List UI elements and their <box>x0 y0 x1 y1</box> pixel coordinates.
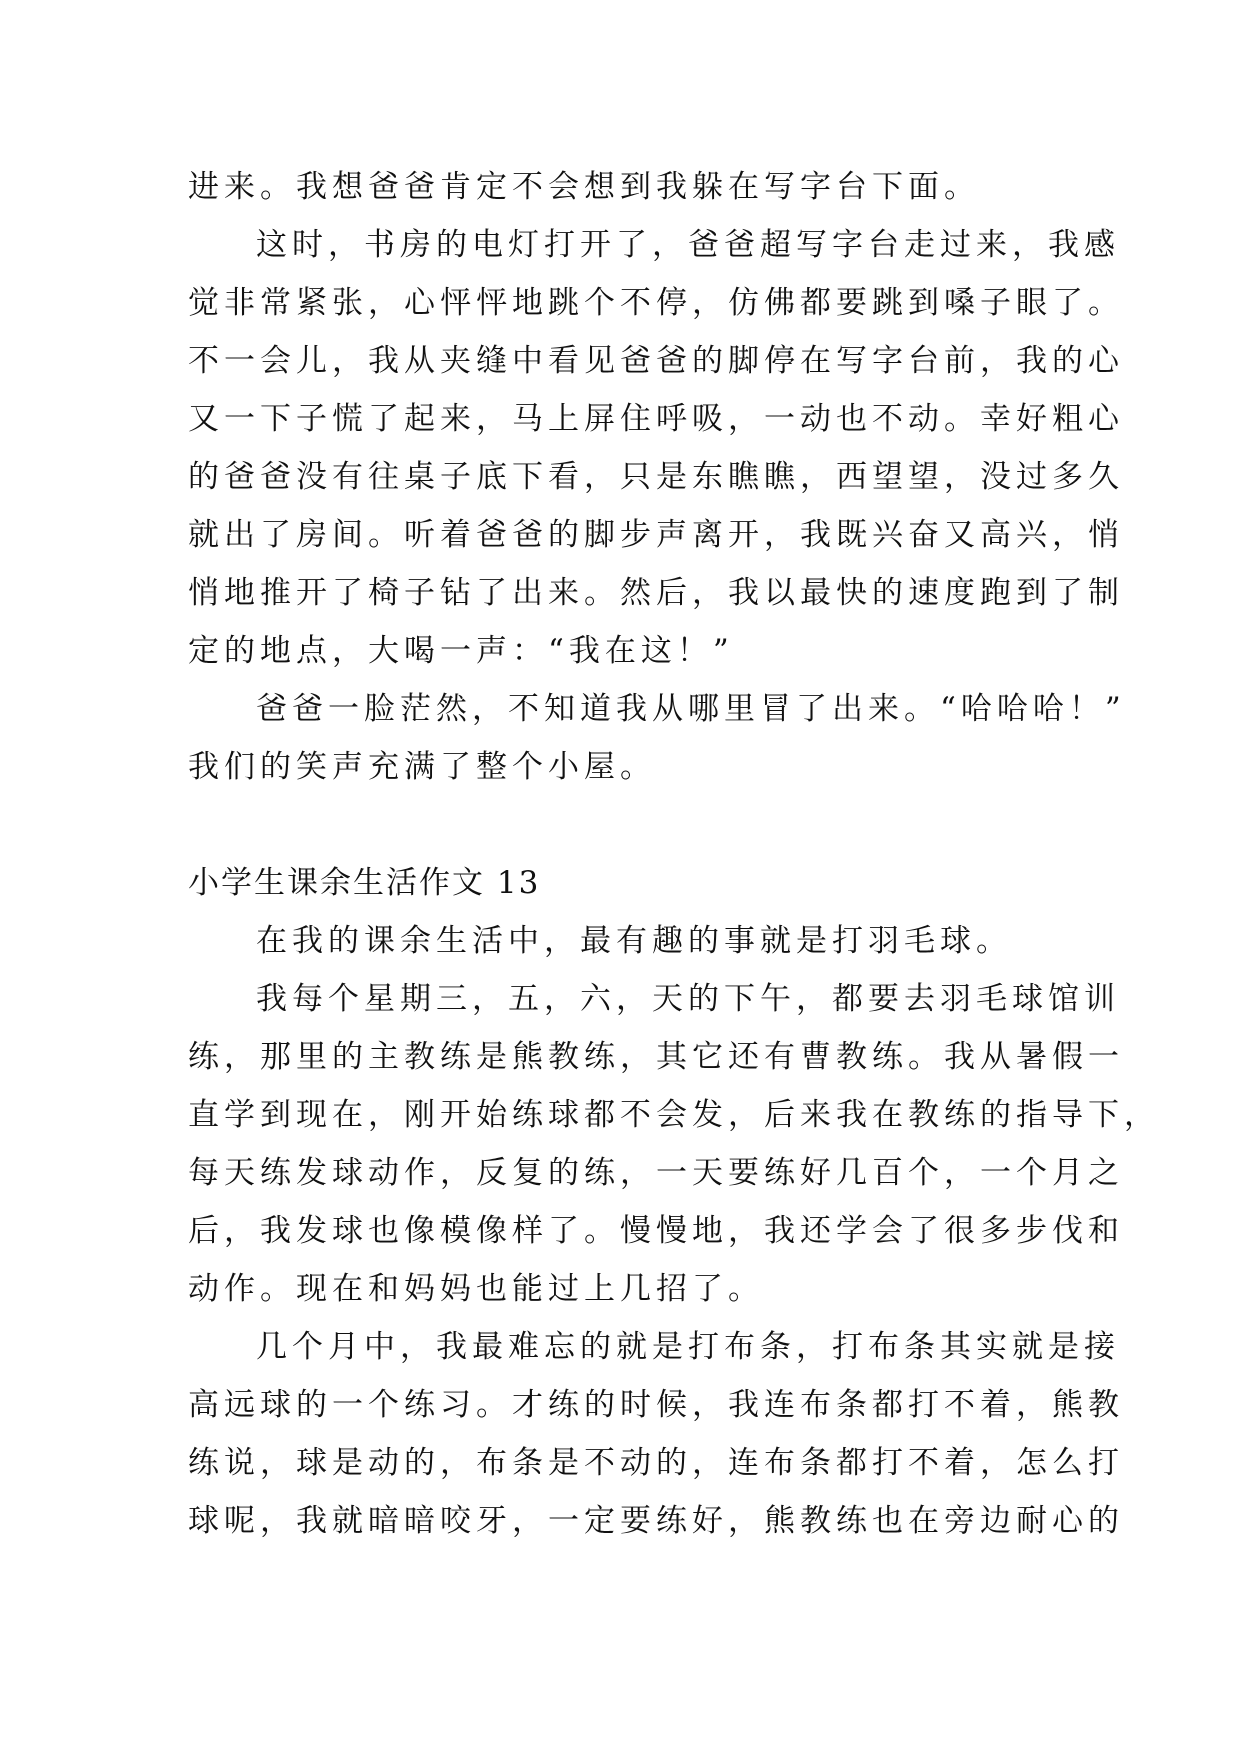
paragraph <box>188 680 1126 796</box>
text-line: 动作。现在和妈妈也能过上几招了。 <box>188 1271 764 1307</box>
text-line: 后，我发球也像模像样了。慢慢地，我还学会了很多步伐和 <box>188 1213 1124 1249</box>
text-line: 直学到现在，刚开始练球都不会发，后来我在教练的指导下， <box>188 1097 1160 1133</box>
text-line: 几个月中，我最难忘的就是打布条，打布条其实就是接 <box>256 1329 1120 1365</box>
section-gap <box>188 796 1068 854</box>
text-line: 这时，书房的电灯打开了，爸爸超写字台走过来，我感 <box>256 227 1120 263</box>
text-line: 悄地推开了椅子钻了出来。然后，我以最快的速度跑到了制 <box>188 575 1124 611</box>
text-line: 我们的笑声充满了整个小屋。 <box>188 749 656 785</box>
text-line: 高远球的一个练习。才练的时候，我连布条都打不着，熊教 <box>188 1387 1124 1423</box>
text-line: 每天练发球动作，反复的练，一天要练好几百个，一个月之 <box>188 1155 1124 1191</box>
text-line: 的爸爸没有往桌子底下看，只是东瞧瞧，西望望，没过多久 <box>188 459 1124 495</box>
text-line: 球呢，我就暗暗咬牙，一定要练好，熊教练也在旁边耐心的 <box>188 1503 1124 1539</box>
text-line: 不一会儿，我从夹缝中看见爸爸的脚停在写字台前，我的心 <box>188 343 1124 379</box>
essay-13-body <box>188 912 1160 1550</box>
text-line: 练说，球是动的，布条是不动的，连布条都打不着，怎么打 <box>188 1445 1124 1481</box>
text-line: 就出了房间。听着爸爸的脚步声离开，我既兴奋又高兴，悄 <box>188 517 1124 553</box>
section-title: 小学生课余生活作文 13 <box>188 865 541 901</box>
text-line: 在我的课余生活中，最有趣的事就是打羽毛球。 <box>256 923 1012 959</box>
paragraph <box>188 158 1068 216</box>
text-line: 进来。我想爸爸肯定不会想到我躲在写字台下面。 <box>188 169 980 205</box>
text-line: 又一下子慌了起来，马上屏住呼吸，一动也不动。幸好粗心 <box>188 401 1124 437</box>
text-line: 练，那里的主教练是熊教练，其它还有曹教练。我从暑假一 <box>188 1039 1124 1075</box>
paragraph <box>188 216 1124 680</box>
paragraph <box>188 1318 1124 1550</box>
paragraph <box>188 970 1160 1318</box>
text-line: 爸爸一脸茫然，不知道我从哪里冒了出来。“哈哈哈！” <box>256 691 1126 727</box>
text-line: 觉非常紧张，心怦怦地跳个不停，仿佛都要跳到嗓子眼了。 <box>188 285 1124 321</box>
essay-continuation <box>188 158 1126 796</box>
document-page <box>188 158 1160 1550</box>
paragraph <box>188 912 1068 970</box>
text-line: 我每个星期三，五，六，天的下午，都要去羽毛球馆训 <box>256 981 1120 1017</box>
text-line: 定的地点，大喝一声：“我在这！” <box>188 633 734 669</box>
